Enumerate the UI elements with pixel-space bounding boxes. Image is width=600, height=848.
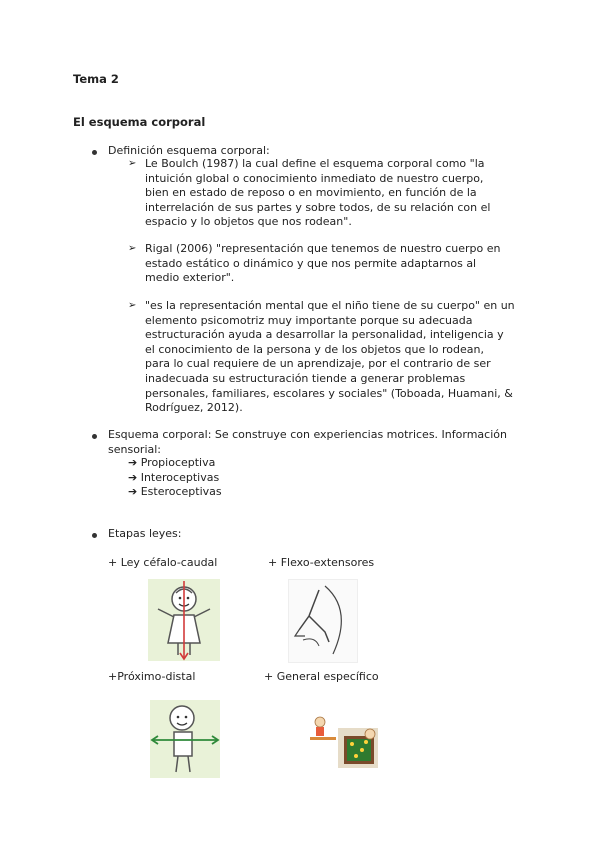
law-proximo-distal: +Próximo-distal: [108, 670, 196, 683]
esquema-list: ➔ Propioceptiva ➔ Interoceptivas ➔ Esteroceptivas: [128, 456, 222, 499]
law-flexo-extensores: + Flexo-extensores: [268, 556, 375, 569]
arrow-bullet-icon: ➢: [128, 158, 137, 169]
child-figure-icon: [148, 579, 220, 661]
arrow-bullet-icon: ➢: [128, 243, 137, 254]
esquema-text: Esquema corporal: Se construye con experiencias motrices. Información sensorial:: [108, 428, 507, 456]
law-cefalo-caudal: + Ley céfalo-caudal: [108, 556, 218, 569]
proximo-distal-image: [150, 700, 220, 778]
heading: Tema 2: [73, 72, 119, 86]
flexo-extensores-image: [288, 579, 358, 663]
definicion-item-2: Rigal (2006) "representación que tenemos de nuestro cuerpo en estado estático o dinámico y que nos permite adaptarnos al medio exterior".: [145, 242, 501, 285]
arrow-right-icon: ➔: [128, 456, 141, 469]
definicion-item-1: Le Boulch (1987) la cual define el esquema corporal como "la intuición global o conocimiento inmediato de nuestro cuerpo, bien en estado de reposo o en movimiento, en función de la interrelación de sus partes y sobre todos, de su relación con el espacio y lo objetos que nos rodean".: [145, 157, 491, 229]
kids-playing-icon: [292, 706, 380, 772]
law-general-especifico: + General específico: [264, 670, 379, 683]
arrow-right-icon: ➔: [128, 485, 141, 499]
arrow-bullet-icon: ➢: [128, 300, 137, 311]
bullet-dot: [92, 533, 97, 538]
definicion-item-3: "es la representación mental que el niño tiene de su cuerpo" en un elemento psicomotriz muy importante porque su adecuada estructuración ayuda a desarrollar la personalidad, inteligencia y el conocimiento de la persona y de los objetos que lo rodean, para lo cual requiere de un aprendizaje, por el contrario de ser inadecuada su estructuración tiende a generar problemas personales, familiares, escolares y sociales" (Toboada, Huamani, & Rodríguez, 2012).: [145, 299, 515, 415]
bullet-dot: [92, 434, 97, 439]
bullet-dot: [92, 150, 97, 155]
cefalo-caudal-image: [148, 579, 220, 661]
child-arms-icon: [150, 700, 220, 778]
general-especifico-image: [292, 706, 380, 772]
leg-flexion-icon: [289, 580, 357, 662]
arrow-right-icon: ➔: [128, 470, 141, 484]
etapas-label: Etapas leyes:: [108, 527, 182, 540]
page-title: El esquema corporal: [73, 115, 206, 129]
definicion-label: Definición esquema corporal:: [108, 144, 270, 157]
